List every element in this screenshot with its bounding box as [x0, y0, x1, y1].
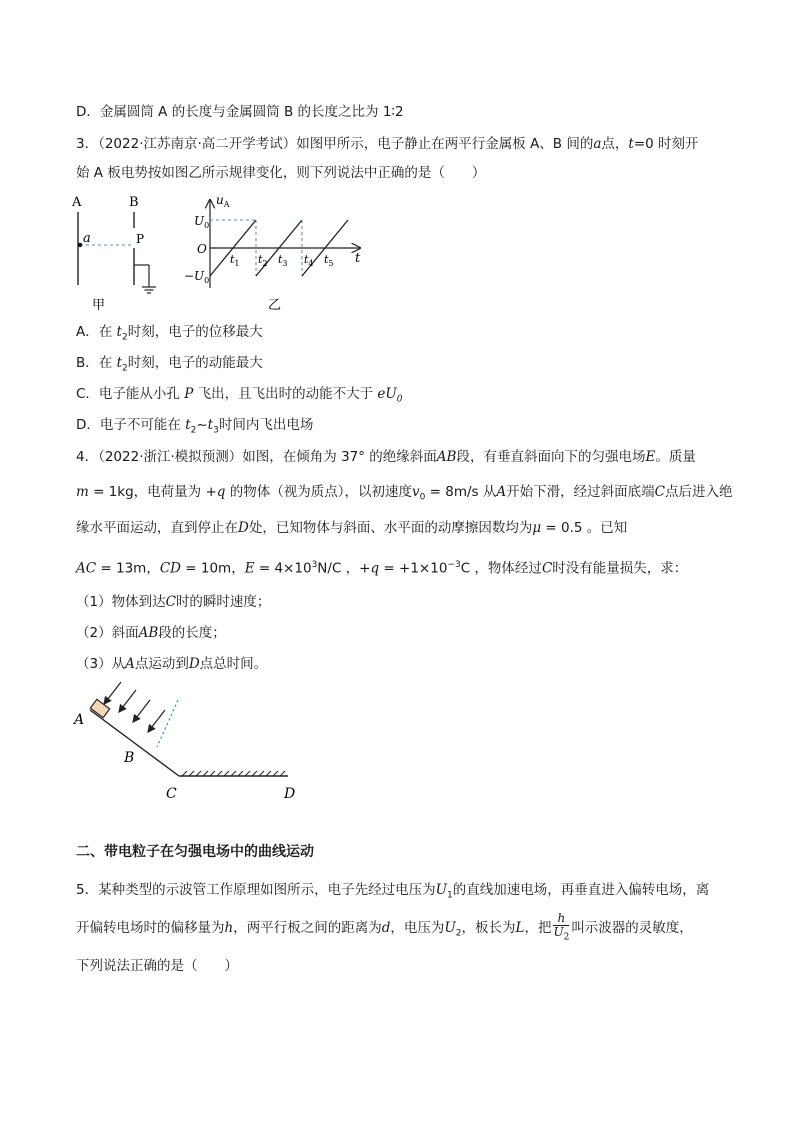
- q4-incline-figure: [66, 680, 316, 810]
- q3-stem-end: =0 时刻开: [633, 136, 699, 152]
- q4-stem-line1: 4．（2022·浙江·模拟预测）如图，在倾角为 37° 的绝缘斜面AB段，有垂直斜面向下的匀强电场E。质量: [76, 449, 696, 465]
- q5-stem-line3: 下列说法正确的是（ ）: [76, 958, 238, 974]
- point-a-label: a: [83, 231, 91, 246]
- origin-label: O: [197, 242, 207, 256]
- point-d-label: D: [284, 786, 296, 802]
- q3-figure-jia: [62, 190, 162, 315]
- q4-subquestion-2: （2）斜面AB段的长度；: [76, 625, 226, 641]
- point-b-label: B: [124, 750, 135, 766]
- sensitivity-fraction: $\frac{h}{U_2}$: [553, 910, 570, 943]
- q4-stem-line4: AC = 13m，CD = 10m，$E = 4\times 10^3N/C$ ，$+q = +1\times 10^{-3}C$ ，物体经过C时没有能量损失，求：: [76, 560, 688, 577]
- q4-subquestion-1: （1）物体到达C时的瞬时速度；: [76, 594, 271, 610]
- y-axis-label: $u_A$: [216, 193, 230, 209]
- point-c-label: C: [166, 786, 177, 802]
- tick-label-t3: $t_3$: [278, 253, 288, 268]
- x-axis-label: t: [355, 251, 361, 266]
- q3-option-d: D．电子不可能在 $t_2\sim t_3$时间内飞出电场: [76, 417, 314, 436]
- q5-stem-line2: 开偏转电场时的偏移量为h，两平行板之间的距离为d，电压为$U_2$，板长为L，把 $\frac{h}{U_2}$ 叫示波器的灵敏度，: [76, 910, 693, 943]
- q3-option-c: C．电子能从小孔 P 飞出，且飞出时的动能不大于 $eU_0$: [76, 386, 403, 405]
- tick-label-t1: $t_1$: [230, 253, 240, 268]
- q4-stem-line2: m = 1kg，电荷量为 +q 的物体（视为质点），以初速度$v_0 = 8m/s$ 从A开始下滑，经过斜面底端C点后进入绝: [76, 484, 733, 503]
- q4-subquestion-3: （3）从A点运动到D点总时间。: [76, 656, 268, 672]
- q3-time-var: t: [628, 136, 634, 152]
- q3-point-a: a: [593, 136, 602, 152]
- q3-option-b: B．在 $t_2$时刻，电子的动能最大: [76, 355, 263, 374]
- q3-stem-text: 3．（2022·江苏南京·高二开学考试）如图甲所示，电子静止在两平行金属板 A、B 间的: [76, 136, 594, 152]
- q3-stem-mid: 点，: [601, 136, 629, 152]
- point-a-label: A: [74, 712, 85, 728]
- u0-pos-label: $U_0$: [194, 214, 210, 230]
- q2-option-d: D．金属圆筒 A 的长度与金属圆筒 B 的长度之比为 1∶2: [76, 104, 404, 120]
- plate-b-label: B: [129, 195, 139, 210]
- q3-option-a: A．在 $t_2$时刻，电子的位移最大: [76, 324, 263, 343]
- hole-p-label: P: [136, 232, 145, 246]
- q5-stem-line1: 5．某种类型的示波管工作原理如图所示，电子先经过电压为$U_1$的直线加速电场，再垂直进入偏转电场，离: [76, 882, 710, 901]
- tick-label-t5: $t_5$: [324, 253, 334, 268]
- figure-jia-caption: 甲: [92, 298, 106, 313]
- q3-figure-yi: [180, 190, 380, 315]
- tick-label-t4: $t_4$: [304, 253, 314, 268]
- u0-neg-label: $-U_0$: [184, 269, 210, 285]
- q3-stem-line2: 始 A 板电势按如图乙所示规律变化，则下列说法中正确的是（ ）: [76, 165, 486, 181]
- figure-yi-caption: 乙: [268, 298, 282, 313]
- section-heading: 二、带电粒子在匀强电场中的曲线运动: [76, 844, 314, 860]
- q3-stem-line1: [76, 134, 699, 154]
- q4-stem-line3: 缘水平面运动，直到停止在D处，已知物体与斜面、水平面的动摩擦因数均为μ = 0.5 。已知: [76, 520, 628, 536]
- tick-label-t2: $t_2$: [258, 253, 268, 268]
- plate-a-label: A: [72, 195, 82, 210]
